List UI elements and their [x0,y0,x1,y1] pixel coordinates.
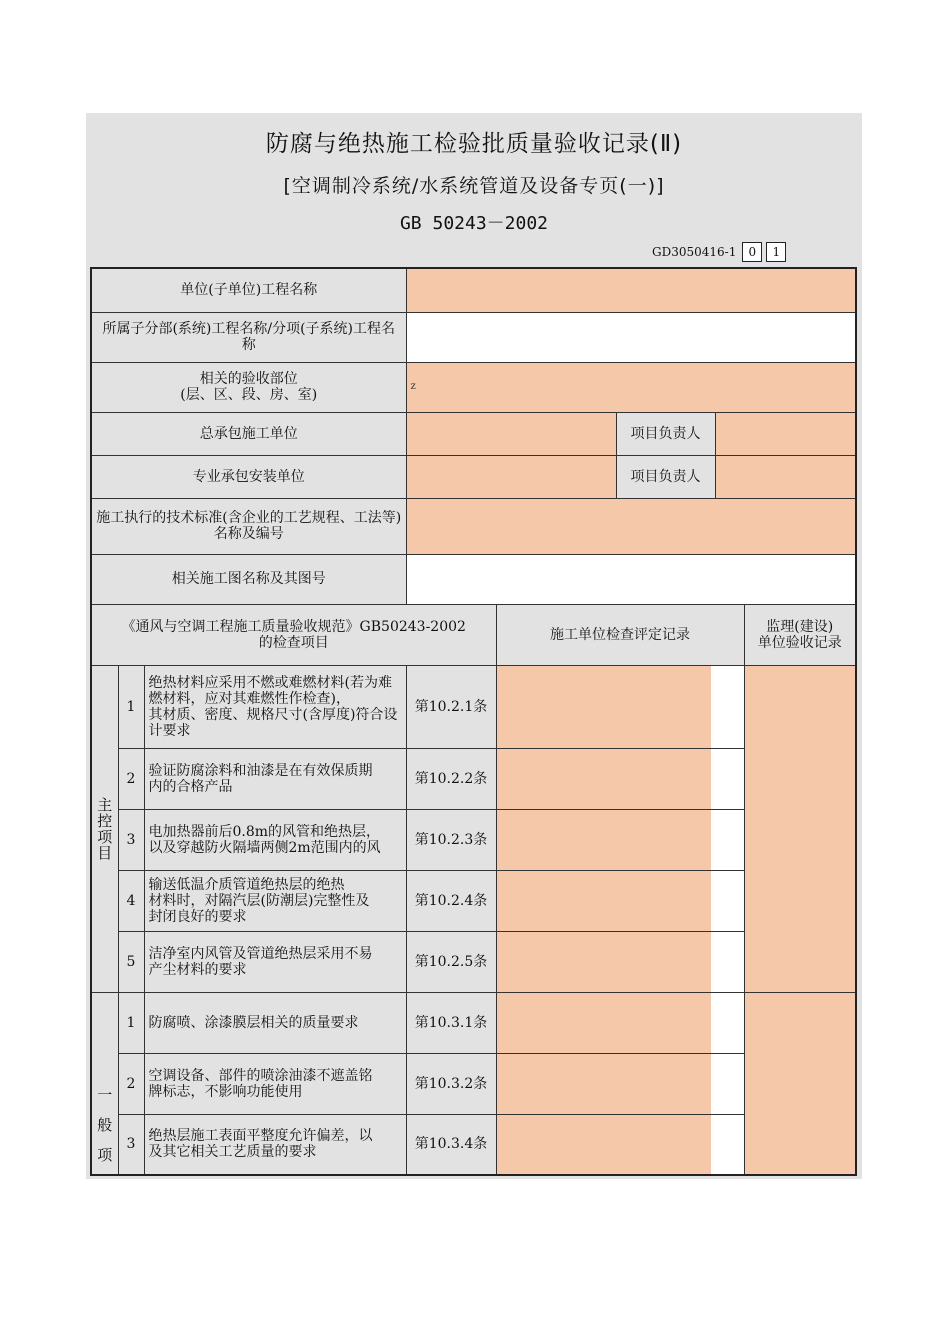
field-sub-project[interactable] [406,312,856,362]
contractor-record[interactable] [496,870,744,931]
item-text: 验证防腐涂料和油漆是在有效保质期 内的合格产品 [144,748,406,809]
field-acceptance-part[interactable]: z [406,362,856,412]
item-clause: 第10.3.2条 [406,1053,496,1114]
row-unit-project [91,268,856,312]
item-number: 1 [118,992,144,1053]
main-row [91,870,856,931]
row-general-contractor [91,412,856,455]
label-project-manager-1: 项目负责人 [616,412,715,455]
row-specialty-contractor [91,455,856,498]
main-row [91,748,856,809]
contractor-record[interactable] [496,665,744,748]
item-text: 输送低温介质管道绝热层的绝热 材料时，对隔汽层(防潮层)完整性及 封闭良好的要求 [144,870,406,931]
item-clause: 第10.2.4条 [406,870,496,931]
item-text: 绝热层施工表面平整度允许偏差，以 及其它相关工艺质量的要求 [144,1114,406,1175]
general-row [91,1114,856,1175]
supervisor-record-general[interactable] [744,992,856,1175]
document-code: GD3050416-1 [652,245,737,259]
supervisor-record-main[interactable] [744,665,856,992]
page-subtitle: [空调制冷系统/水系统管道及设备专页(一)] [283,175,665,197]
item-number: 3 [118,1114,144,1175]
item-text: 绝热材料应采用不燃或难燃材料(若为难燃材料，应对其难燃性作检查)， 其材质、密度、规格尺寸(含厚度)符合设计要求 [144,665,406,748]
header-supervisor: 监理(建设) 单位验收记录 [744,604,856,665]
item-clause: 第10.3.1条 [406,992,496,1053]
item-number: 3 [118,809,144,870]
main-row [91,665,856,748]
item-clause: 第10.2.2条 [406,748,496,809]
general-row [91,1053,856,1114]
label-project-manager-2: 项目负责人 [616,455,715,498]
field-project-manager-1[interactable] [715,412,856,455]
row-sub-project [91,312,856,362]
page-title: 防腐与绝热施工检验批质量验收记录(Ⅱ) [265,131,683,157]
item-number: 2 [118,1053,144,1114]
field-drawing[interactable] [406,554,856,604]
item-clause: 第10.2.1条 [406,665,496,748]
item-clause: 第10.3.4条 [406,1114,496,1175]
header-contractor-check: 施工单位检查评定记录 [496,604,744,665]
row-acceptance-part [91,362,856,412]
item-number: 4 [118,870,144,931]
category-general: 一 般 项 [91,992,118,1175]
item-clause: 第10.2.3条 [406,809,496,870]
item-text: 电加热器前后0.8m的风管和绝热层， 以及穿越防火隔墙两侧2m范围内的风 [144,809,406,870]
title-block [86,113,862,263]
inspection-table [90,267,857,1176]
category-main-control: 主 控 项 目 [91,665,118,992]
field-tech-standard[interactable] [406,498,856,554]
general-row [91,992,856,1053]
row-tech-standard [91,498,856,554]
item-clause: 第10.2.5条 [406,931,496,992]
label-unit-project: 单位(子单位)工程名称 [91,268,406,312]
field-project-manager-2[interactable] [715,455,856,498]
item-text: 防腐喷、涂漆膜层相关的质量要求 [144,992,406,1053]
document-box-2[interactable]: 1 [766,242,786,262]
contractor-record[interactable] [496,992,744,1053]
label-drawing: 相关施工图名称及其图号 [91,554,406,604]
contractor-record[interactable] [496,1114,744,1175]
contractor-record[interactable] [496,809,744,870]
item-number: 2 [118,748,144,809]
main-row [91,931,856,992]
document-number [652,241,786,263]
field-unit-project[interactable] [406,268,856,312]
label-acceptance-part: 相关的验收部位 (层、区、段、房、室) [91,362,406,412]
item-number: 5 [118,931,144,992]
contractor-record[interactable] [496,931,744,992]
label-general-contractor: 总承包施工单位 [91,412,406,455]
field-specialty-contractor[interactable] [406,455,616,498]
header-spec-items: 《通风与空调工程施工质量验收规范》GB50243-2002 的检查项目 [91,604,496,665]
field-general-contractor[interactable] [406,412,616,455]
item-text: 空调设备、部件的喷涂油漆不遮盖铭 牌标志，不影响功能使用 [144,1053,406,1114]
main-row [91,809,856,870]
contractor-record[interactable] [496,1053,744,1114]
row-drawing [91,554,856,604]
contractor-record[interactable] [496,748,744,809]
standard-code: GB 50243－2002 [399,213,549,234]
label-sub-project: 所属子分部(系统)工程名称/分项(子系统)工程名称 [91,312,406,362]
item-number: 1 [118,665,144,748]
item-text: 洁净室内风管及管道绝热层采用不易 产尘材料的要求 [144,931,406,992]
document-box-1[interactable]: 0 [742,242,762,262]
label-specialty-contractor: 专业承包安装单位 [91,455,406,498]
row-column-headers [91,604,856,665]
label-tech-standard: 施工执行的技术标准(含企业的工艺规程、工法等)名称及编号 [91,498,406,554]
